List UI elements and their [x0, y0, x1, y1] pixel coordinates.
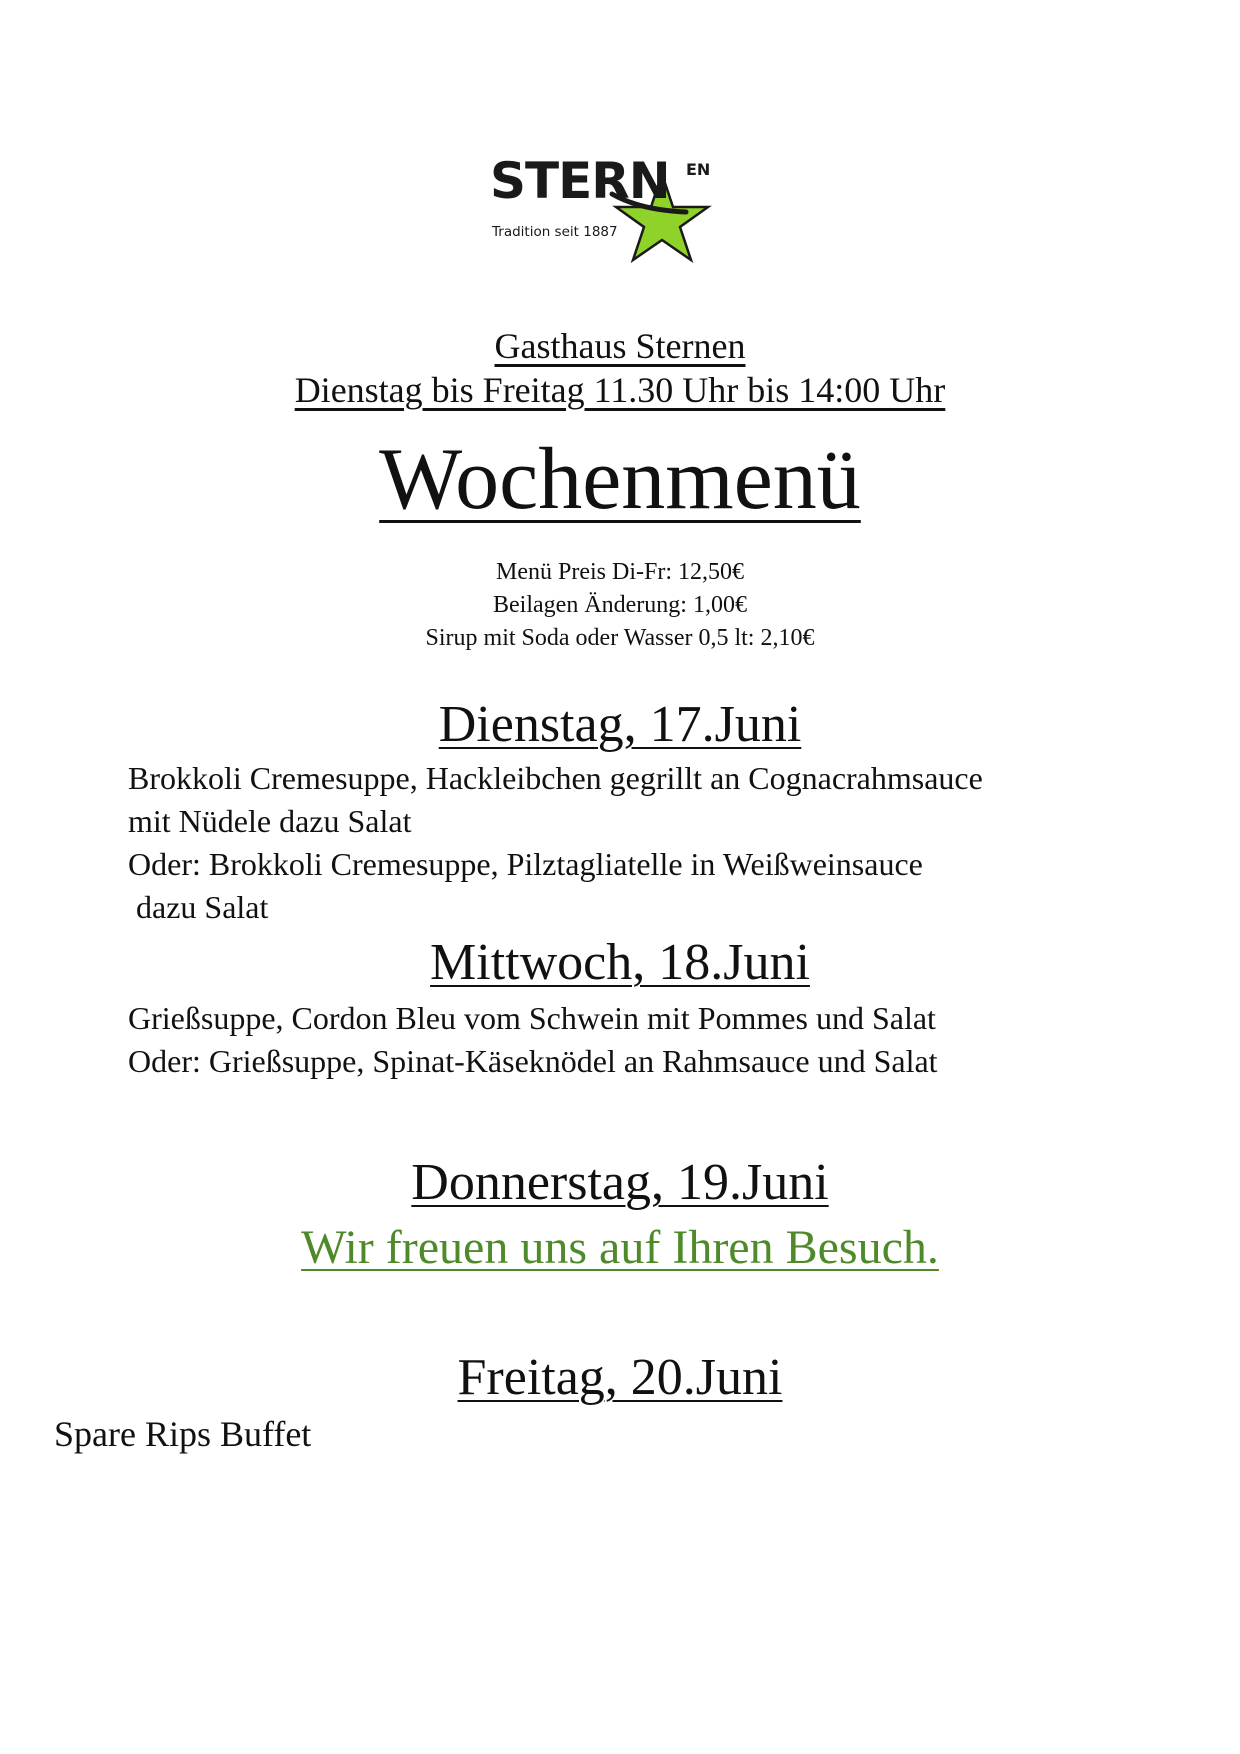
menu-line: mit Nüdele dazu Salat	[128, 803, 412, 839]
menu-line: Oder: Brokkoli Cremesuppe, Pilztagliatelle in Weißweinsauce	[128, 846, 923, 882]
price-menu: Menü Preis Di-Fr: 12,50€	[496, 559, 744, 585]
menu-line: Grießsuppe, Cordon Bleu vom Schwein mit Pommes und Salat	[128, 1000, 936, 1036]
logo-word: STERN	[490, 152, 670, 210]
day-heading-friday: Freitag, 20.Juni	[457, 1349, 783, 1406]
restaurant-logo	[490, 150, 730, 270]
day-heading-tuesday: Dienstag, 17.Juni	[438, 696, 802, 753]
menu-line: Spare Rips Buffet	[54, 1414, 312, 1454]
logo-superscript: EN	[686, 160, 711, 179]
page-title: Wochenmenü	[379, 431, 861, 528]
closed-note: Wir freuen uns auf Ihren Besuch.	[301, 1221, 939, 1274]
price-side-change: Beilagen Änderung: 1,00€	[493, 592, 747, 618]
day-heading-wednesday: Mittwoch, 18.Juni	[430, 934, 810, 991]
logo-tagline: Tradition seit 1887	[492, 224, 618, 240]
menu-line: Oder: Grießsuppe, Spinat-Käseknödel an Rahmsauce und Salat	[128, 1043, 938, 1079]
day-heading-thursday: Donnerstag, 19.Juni	[411, 1154, 829, 1211]
venue-name: Gasthaus Sternen	[494, 326, 746, 366]
menu-line: dazu Salat	[136, 889, 269, 925]
menu-line: Brokkoli Cremesuppe, Hackleibchen gegrillt an Cognacrahmsauce	[128, 760, 983, 796]
opening-hours: Dienstag bis Freitag 11.30 Uhr bis 14:00 Uhr	[294, 370, 946, 410]
price-syrup: Sirup mit Soda oder Wasser 0,5 lt: 2,10€	[425, 625, 815, 651]
